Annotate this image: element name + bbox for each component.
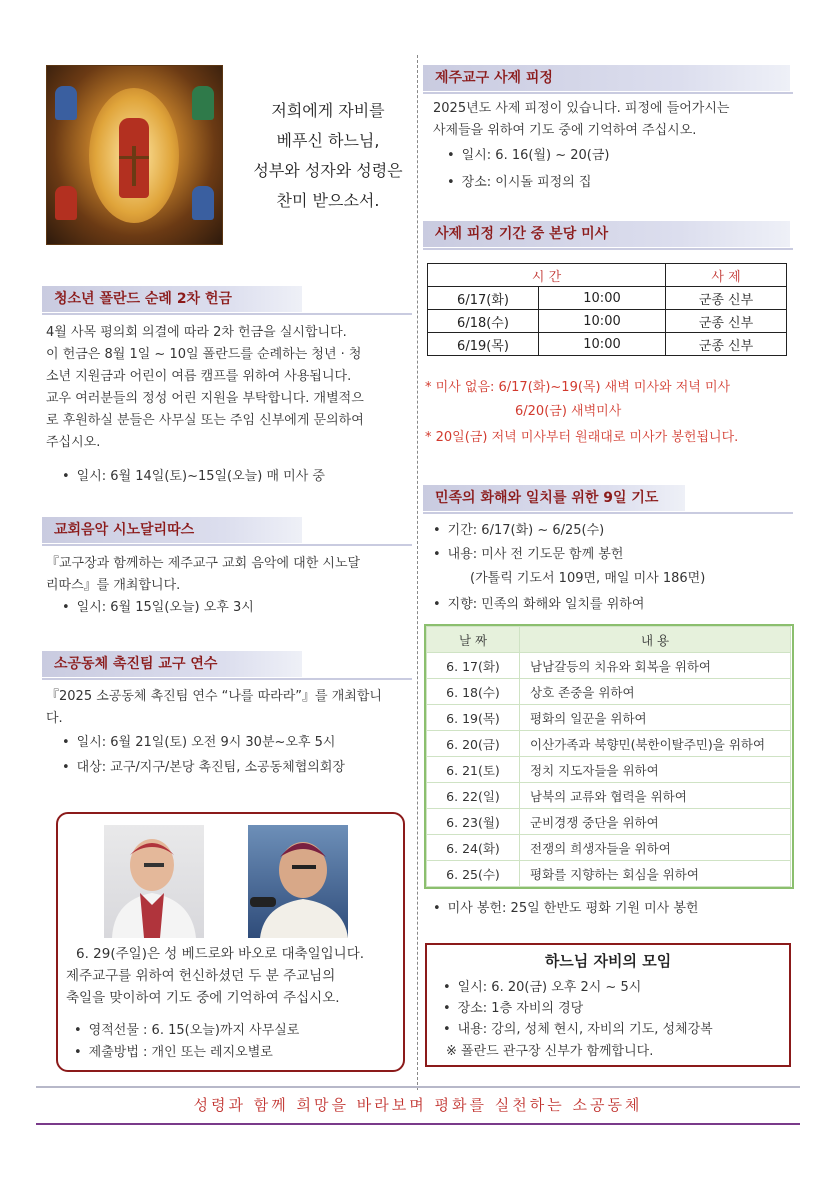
novena-intent: • 지향: 민족의 화해와 일치를 위하여 — [433, 594, 644, 616]
small-community-target: • 대상: 교구/지구/본당 촉진팀, 소공동체협의회장 — [62, 757, 345, 779]
retreat-place: • 장소: 이시돌 피정의 집 — [447, 172, 591, 194]
trinity-painting — [46, 65, 223, 245]
youth-pilgrimage-text: 4월 사목 평의회 의결에 따라 2차 헌금을 실시합니다. 이 헌금은 8월 1일 ~ 10일 폴란드를 순례하는 청년 · 청 소년 지원금과 어린이 여름 캠프를 위하여 사용됩니다. 교우 여러분들의 정성 어린 지원을 부탁합니다. 개별적으 로 후원하실 분들은 사무실 또는 주임 신부에게 문의하여 주십시오. — [46, 325, 364, 450]
table-row: 6/19(목) 10:00 군종 신부 — [428, 333, 787, 356]
table-row: 6. 22(일) 남북의 교류와 협력을 위하여 — [427, 783, 791, 809]
church-music-title: 교회음악 시노달리따스 — [42, 517, 302, 543]
mercy-title: 하느님 자비의 모임 — [544, 952, 672, 970]
table-header-row — [427, 627, 791, 653]
opening-prayer — [243, 96, 413, 216]
novena-mass: • 미사 봉헌: 25일 한반도 평화 기원 미사 봉헌 — [433, 898, 698, 920]
bishop-photo — [248, 825, 348, 938]
small-community-title: 소공동체 촉진팀 교구 연수 — [42, 651, 302, 677]
table-row: 6/17(화) 10:00 군종 신부 — [428, 287, 787, 310]
no-mass-note-2: 6/20(금) 새벽미사 — [515, 404, 622, 419]
resume-mass-note: * 20일(금) 저녁 미사부터 원래대로 미사가 봉헌됩니다. — [425, 430, 739, 445]
youth-pilgrimage-date: • 일시: 6월 14일(토)~15일(오늘) 매 미사 중 — [62, 466, 325, 488]
prayer-line: 베푸신 하느님, — [276, 131, 380, 150]
header-date: 날 짜 — [427, 627, 520, 653]
header-time: 시 간 — [428, 264, 666, 287]
mercy-note: ※ 폴란드 관구장 신부가 함께합니다. — [446, 1044, 654, 1059]
footer-motto: 성령과 함께 희망을 바라보며 평화를 실천하는 소공동체 — [36, 1086, 800, 1125]
column-divider — [417, 55, 418, 1090]
retreat-text: 2025년도 사제 피정이 있습니다. 피정에 들어가시는 사제들을 위하여 기도 중에 기억하여 주십시오. — [433, 101, 730, 138]
youth-pilgrimage-title: 청소년 폴란드 순례 2차 헌금 — [42, 286, 302, 312]
church-music-date: • 일시: 6월 15일(오늘) 오후 3시 — [62, 597, 254, 619]
novena-title: 민족의 화해와 일치를 위한 9일 기도 — [423, 485, 685, 511]
small-community-date: • 일시: 6월 21일(토) 오전 9시 30분~오후 5시 — [62, 732, 335, 754]
table-row: 6. 18(수) 상호 존중을 위하여 — [427, 679, 791, 705]
mercy-date: • 일시: 6. 20(금) 오후 2시 ~ 5시 — [443, 977, 641, 999]
table-row: 6. 25(수) 평화를 지향하는 회심을 위하여 — [427, 861, 791, 887]
table-header-row — [428, 264, 787, 287]
small-community-text: 『2025 소공동체 촉진팀 연수 “나를 따라라”』를 개최합니 다. — [46, 689, 382, 726]
header-content: 내 용 — [520, 627, 791, 653]
prayer-line: 찬미 받으소서. — [276, 191, 380, 210]
no-mass-note: * 미사 없음: 6/17(화)~19(목) 새벽 미사와 저녁 미사 — [425, 380, 731, 395]
bishops-feast-text: 6. 29(주일)은 성 베드로와 바오로 대축일입니다. 제주교구를 위하여 헌신하셨던 두 분 주교님의 축일을 맞이하여 기도 중에 기억하여 주십시오. — [66, 946, 365, 1006]
novena-content: • 내용: 미사 전 기도문 함께 봉헌 — [433, 544, 623, 566]
novena-content-detail: (가톨릭 기도서 109면, 매일 미사 186면) — [470, 571, 706, 586]
retreat-date: • 일시: 6. 16(월) ~ 20(금) — [447, 145, 609, 167]
retreat-mass-title: 사제 피정 기간 중 본당 미사 — [423, 221, 790, 247]
table-row: 6. 19(목) 평화의 일꾼을 위하여 — [427, 705, 791, 731]
bishop-photo — [104, 825, 204, 938]
table-row: 6. 23(월) 군비경쟁 중단을 위하여 — [427, 809, 791, 835]
mercy-place: • 장소: 1층 자비의 경당 — [443, 998, 583, 1020]
table-row: 6/18(수) 10:00 군종 신부 — [428, 310, 787, 333]
table-row: 6. 17(화) 남남갈등의 치유와 회복을 위하여 — [427, 653, 791, 679]
bishops-method: • 제출방법 : 개인 또는 레지오별로 — [74, 1042, 273, 1064]
retreat-title: 제주교구 사제 피정 — [423, 65, 790, 91]
novena-period: • 기간: 6/17(화) ~ 6/25(수) — [433, 520, 604, 542]
header-priest: 사 제 — [666, 264, 787, 287]
retreat-mass-table — [427, 263, 787, 356]
table-row: 6. 21(토) 정치 지도자들을 위하여 — [427, 757, 791, 783]
table-row: 6. 24(화) 전쟁의 희생자들을 위하여 — [427, 835, 791, 861]
church-music-text: 『교구장과 함께하는 제주교구 교회 음악에 대한 시노달 리따스』를 개최합니다. — [46, 556, 361, 593]
prayer-line: 저희에게 자비를 — [271, 101, 385, 120]
novena-table — [426, 626, 791, 887]
prayer-line: 성부와 성자와 성령은 — [253, 161, 403, 180]
table-row: 6. 20(금) 이산가족과 북향민(북한이탈주민)을 위하여 — [427, 731, 791, 757]
mercy-content: • 내용: 강의, 성체 현시, 자비의 기도, 성체강복 — [443, 1019, 713, 1041]
bishops-gift: • 영적선물 : 6. 15(오늘)까지 사무실로 — [74, 1020, 299, 1042]
